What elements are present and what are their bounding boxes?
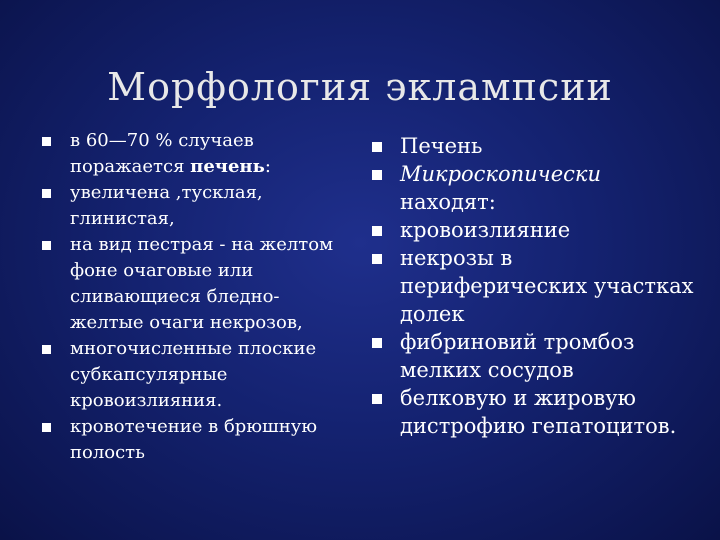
square-bullet-icon [372, 226, 382, 236]
list-item [40, 232, 340, 336]
list-item [370, 160, 700, 216]
list-item-text: фибриновий тромбоз мелких сосудов [400, 330, 635, 382]
square-bullet-icon [372, 142, 382, 152]
square-bullet-icon [42, 423, 51, 432]
list-item-bold-text: печень [190, 156, 265, 177]
list-item [370, 244, 700, 328]
square-bullet-icon [42, 241, 51, 250]
list-item-text: в 60—70 % случаев поражается [70, 130, 254, 177]
list-item-italic-text: Микроскопически [400, 162, 601, 186]
list-item-text: Печень [400, 134, 483, 158]
list-item [40, 128, 340, 180]
square-bullet-icon [42, 345, 51, 354]
list-item-text: кровоизлияние [400, 218, 571, 242]
left-bullet-list [40, 128, 340, 466]
list-item [370, 328, 700, 384]
slide-title: Морфология эклампсии [107, 65, 613, 110]
square-bullet-icon [42, 137, 51, 146]
square-bullet-icon [372, 394, 382, 404]
list-item [370, 384, 700, 440]
list-item-text: увеличена ,тусклая, глинистая, [70, 182, 263, 229]
list-item [40, 414, 340, 466]
square-bullet-icon [372, 338, 382, 348]
right-bullet-list [370, 132, 700, 440]
list-item-text: многочисленные плоские субкапсулярные кровоизлияния. [70, 338, 317, 411]
list-item [370, 216, 700, 244]
list-item-text: : [264, 156, 271, 177]
list-item-text: на вид пестрая - на желтом фоне очаговые или сливающиеся бледно-желтые очаги некрозов, [70, 234, 334, 333]
square-bullet-icon [372, 254, 382, 264]
list-item-text: некрозы в периферических участках долек [400, 246, 694, 326]
list-item [370, 132, 700, 160]
list-item-text: кровотечение в брюшную полость [70, 416, 317, 463]
square-bullet-icon [42, 189, 51, 198]
list-item-text: белковую и жировую дистрофию гепатоцитов. [400, 386, 677, 438]
list-item [40, 336, 340, 414]
list-item [40, 180, 340, 232]
list-item-text: находят: [400, 190, 496, 214]
square-bullet-icon [372, 170, 382, 180]
